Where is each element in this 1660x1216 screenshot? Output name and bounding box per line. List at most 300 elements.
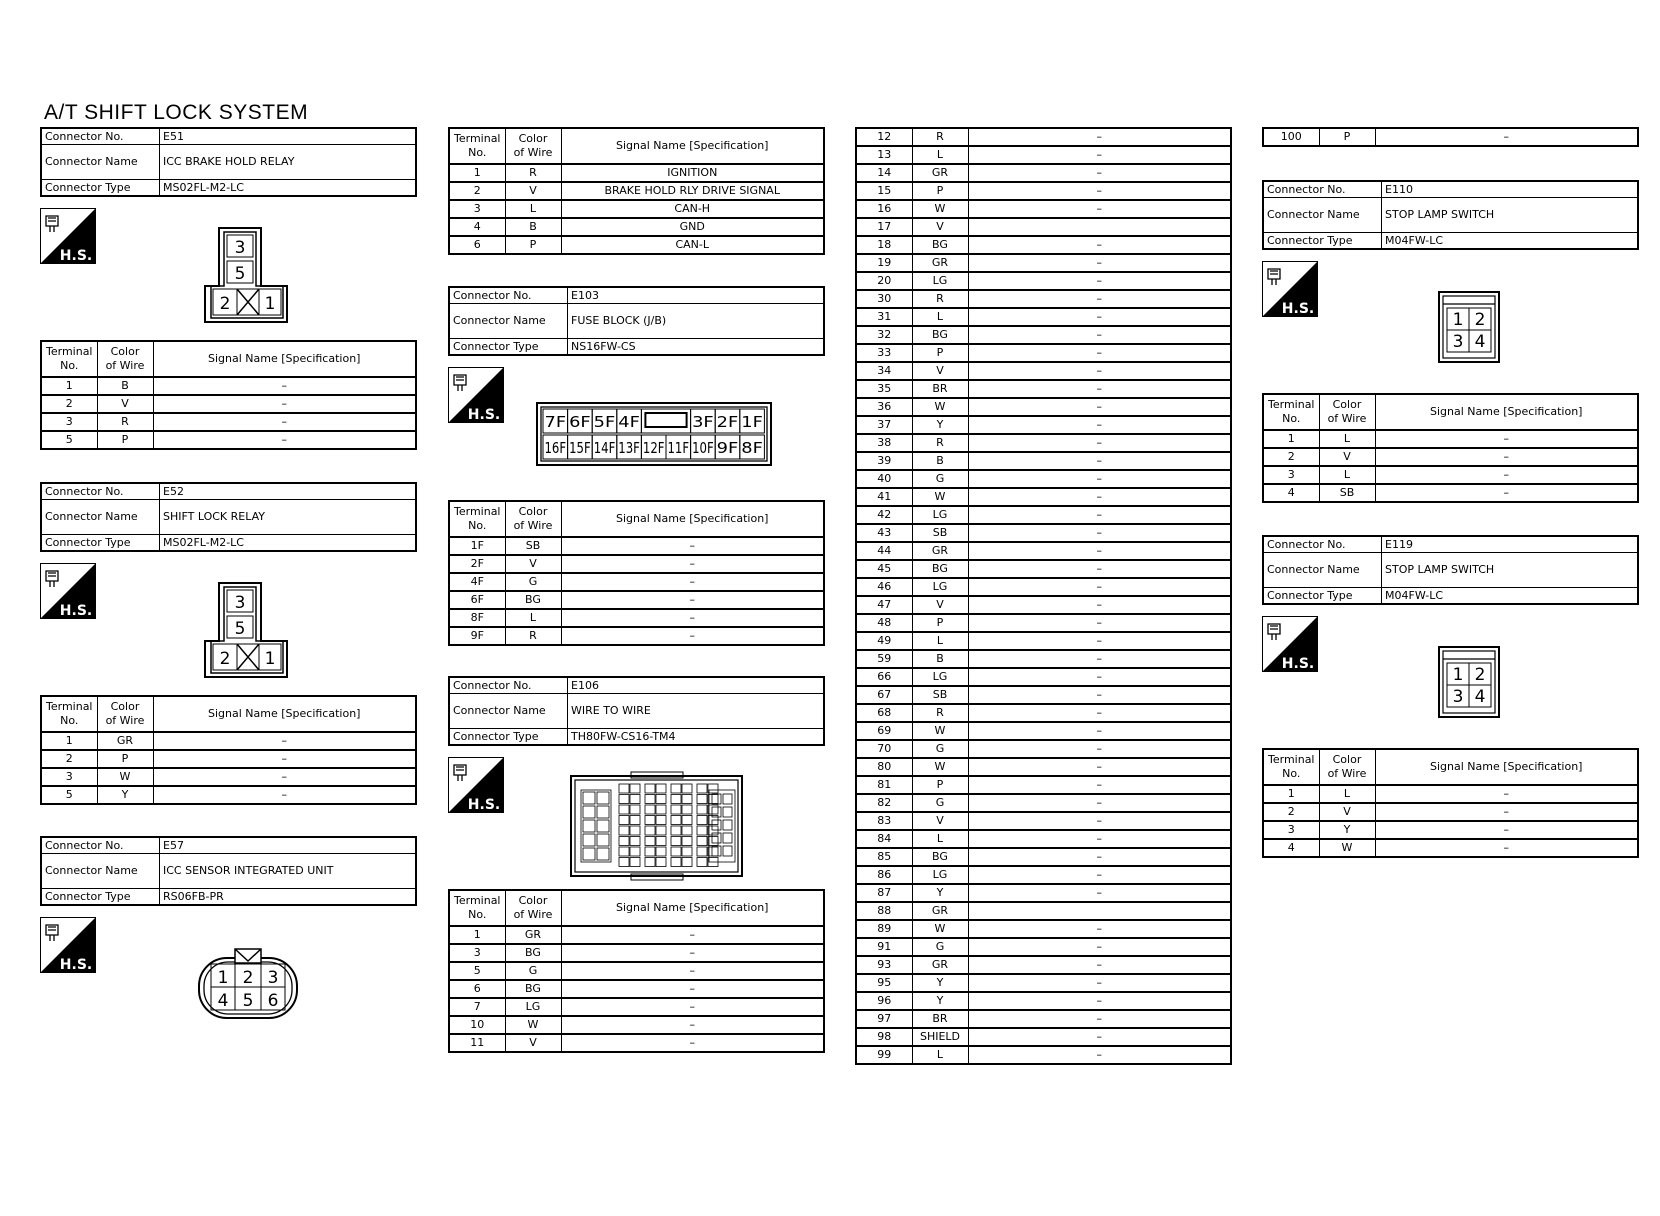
connector-type-value: M04FW-LC: [1382, 233, 1639, 250]
terminal-rows: [856, 128, 1231, 1064]
terminal-number: 36: [856, 398, 912, 416]
wire-color: L: [912, 830, 968, 848]
terminal-number: 68: [856, 704, 912, 722]
signal-name: –: [153, 750, 416, 768]
label-connector-no: Connector No.: [449, 677, 568, 694]
signal-name: CAN-L: [561, 236, 824, 254]
wire-color: G: [505, 962, 561, 980]
terminal-number: 31: [856, 308, 912, 326]
wire-color: Y: [912, 416, 968, 434]
signal-name: –: [561, 962, 824, 980]
terminal-number: 19: [856, 254, 912, 272]
signal-name: –: [968, 758, 1231, 776]
terminal-number: 2: [449, 182, 505, 200]
table-row: [856, 272, 1231, 290]
wire-color: L: [1319, 785, 1375, 803]
connector-diagram-e52: [203, 581, 293, 679]
signal-name: –: [968, 182, 1231, 200]
hs-label: H.S.: [59, 603, 93, 619]
wire-color: L: [912, 1046, 968, 1064]
terminal-number: 70: [856, 740, 912, 758]
connector-diagram-e51: [203, 226, 293, 324]
hs-label: H.S.: [1281, 301, 1315, 317]
terminal-number: 96: [856, 992, 912, 1010]
terminal-number: 3: [449, 944, 505, 962]
terminal-number: 5: [41, 786, 97, 804]
terminal-number: 1F: [449, 537, 505, 555]
table-row: [449, 926, 824, 944]
signal-header: Signal Name [Specification]: [1375, 749, 1638, 785]
signal-name: –: [968, 974, 1231, 992]
signal-name: –: [968, 848, 1231, 866]
wire-color: W: [912, 722, 968, 740]
signal-name: –: [968, 992, 1231, 1010]
table-row: [856, 380, 1231, 398]
pin-label: 5F: [593, 413, 616, 431]
terminal-number: 85: [856, 848, 912, 866]
connector-diagram-e103: [536, 402, 772, 466]
connector-no-value: E51: [160, 128, 417, 145]
signal-name: –: [561, 627, 824, 645]
pin-label: 3: [1452, 687, 1464, 707]
terminal-header: Terminal No.: [1263, 394, 1319, 430]
signal-name: –: [561, 609, 824, 627]
table-row: [856, 128, 1231, 146]
terminal-number: 8F: [449, 609, 505, 627]
terminal-number: 1: [1263, 430, 1319, 448]
wire-color: SB: [505, 537, 561, 555]
signal-name: –: [968, 614, 1231, 632]
wire-color: L: [505, 609, 561, 627]
terminal-number: 59: [856, 650, 912, 668]
wire-color: GR: [912, 902, 968, 920]
signal-name: –: [968, 236, 1231, 254]
table-row: [41, 431, 416, 449]
terminal-number: 32: [856, 326, 912, 344]
wire-color: V: [97, 395, 153, 413]
table-row: [856, 956, 1231, 974]
signal-name: –: [153, 786, 416, 804]
label-connector-no: Connector No.: [41, 837, 160, 854]
signal-name: –: [1375, 128, 1638, 146]
terminal-number: 15: [856, 182, 912, 200]
terminal-number: 66: [856, 668, 912, 686]
signal-name: –: [561, 591, 824, 609]
wire-color: P: [97, 431, 153, 449]
signal-name: –: [968, 740, 1231, 758]
pin-label: 3F: [692, 413, 714, 431]
signal-name: –: [561, 998, 824, 1016]
terminal-number: 100: [1263, 128, 1319, 146]
label-connector-type: Connector Type: [41, 889, 160, 906]
wire-color: SHIELD: [912, 1028, 968, 1046]
terminal-number: 2: [41, 395, 97, 413]
table-row: [1263, 430, 1638, 448]
table-row: [856, 794, 1231, 812]
wire-color: R: [505, 627, 561, 645]
signal-name: –: [968, 686, 1231, 704]
wire-color: W: [912, 488, 968, 506]
table-row: [856, 506, 1231, 524]
wire-color: V: [912, 812, 968, 830]
signal-name: –: [968, 830, 1231, 848]
pin-label: 5: [234, 619, 246, 639]
wire-color: V: [1319, 803, 1375, 821]
table-row: [856, 848, 1231, 866]
terminal-number: 5: [449, 962, 505, 980]
table-row: [856, 200, 1231, 218]
terminal-number: 84: [856, 830, 912, 848]
signal-name: –: [561, 926, 824, 944]
color-header: Color of Wire: [505, 890, 561, 926]
connector-name-value: ICC BRAKE HOLD RELAY: [160, 145, 417, 180]
terminal-number: 6F: [449, 591, 505, 609]
terminal-table-e57: [448, 127, 825, 255]
terminal-table-e106-continued: [855, 127, 1232, 1065]
signal-name: –: [968, 200, 1231, 218]
connector-name-value: WIRE TO WIRE: [568, 694, 825, 729]
hs-label: H.S.: [467, 407, 501, 423]
wire-color: LG: [505, 998, 561, 1016]
wire-color: W: [912, 758, 968, 776]
signal-name: –: [968, 1028, 1231, 1046]
connector-diagram-e119: [1437, 645, 1501, 719]
terminal-header: Terminal No.: [41, 341, 97, 377]
wire-color: SB: [912, 686, 968, 704]
terminal-number: 20: [856, 272, 912, 290]
signal-name: –: [1375, 839, 1638, 857]
pin-label: 11F: [667, 439, 690, 457]
connector-no-value: E106: [568, 677, 825, 694]
table-row: [41, 732, 416, 750]
table-row: [856, 830, 1231, 848]
signal-name: –: [968, 524, 1231, 542]
wire-color: G: [912, 794, 968, 812]
pin-label: 8F: [741, 439, 763, 457]
terminal-number: 4F: [449, 573, 505, 591]
wire-color: W: [912, 920, 968, 938]
terminal-number: 3: [1263, 466, 1319, 484]
terminal-number: 11: [449, 1034, 505, 1052]
table-row: [856, 434, 1231, 452]
terminal-number: 82: [856, 794, 912, 812]
table-row: [449, 962, 824, 980]
pin-label: 1F: [741, 413, 763, 431]
wire-color: R: [912, 290, 968, 308]
terminal-number: 88: [856, 902, 912, 920]
pin-label: 14F: [593, 439, 616, 457]
table-row: [449, 980, 824, 998]
wire-color: GR: [912, 254, 968, 272]
hs-label: H.S.: [1281, 656, 1315, 672]
table-row: [856, 758, 1231, 776]
label-connector-type: Connector Type: [449, 339, 568, 356]
signal-name: –: [968, 254, 1231, 272]
table-row: [856, 722, 1231, 740]
terminal-number: 17: [856, 218, 912, 236]
terminal-header: Terminal No.: [1263, 749, 1319, 785]
table-row: [449, 537, 824, 555]
connector-no-value: E57: [160, 837, 417, 854]
pin-label: 5: [234, 264, 246, 284]
table-row: [449, 200, 824, 218]
wire-color: BG: [912, 236, 968, 254]
terminal-number: 4: [1263, 839, 1319, 857]
harness-side-icon: [40, 563, 96, 619]
table-row: [856, 632, 1231, 650]
terminal-rows: [41, 377, 416, 449]
wire-to-wire-pin-grid: [581, 784, 735, 867]
signal-name: –: [968, 632, 1231, 650]
wire-color: B: [912, 452, 968, 470]
signal-name: –: [968, 272, 1231, 290]
terminal-number: 38: [856, 434, 912, 452]
terminal-rows: [449, 926, 824, 1052]
signal-name: –: [968, 1010, 1231, 1028]
wire-color: GR: [912, 956, 968, 974]
wire-color: BG: [912, 326, 968, 344]
terminal-number: 2: [1263, 803, 1319, 821]
table-row: [449, 609, 824, 627]
terminal-number: 30: [856, 290, 912, 308]
wire-color: SB: [912, 524, 968, 542]
wire-color: V: [912, 362, 968, 380]
wire-color: V: [505, 555, 561, 573]
signal-name: –: [968, 938, 1231, 956]
signal-name: –: [968, 308, 1231, 326]
table-row: [449, 944, 824, 962]
pin-label: 7F: [544, 413, 567, 431]
signal-header: Signal Name [Specification]: [561, 128, 824, 164]
table-row: [856, 254, 1231, 272]
color-header: Color of Wire: [505, 128, 561, 164]
terminal-number: 67: [856, 686, 912, 704]
connector-no-value: E110: [1382, 181, 1639, 198]
wire-color: B: [97, 377, 153, 395]
wire-color: LG: [912, 272, 968, 290]
signal-name: –: [968, 398, 1231, 416]
wire-color: LG: [912, 866, 968, 884]
terminal-number: 13: [856, 146, 912, 164]
table-row: [856, 686, 1231, 704]
table-row: [1263, 821, 1638, 839]
terminal-table-e119: [1262, 748, 1639, 858]
table-row: [1263, 484, 1638, 502]
table-row: [41, 413, 416, 431]
terminal-number: 34: [856, 362, 912, 380]
table-row: [449, 998, 824, 1016]
signal-name: –: [968, 704, 1231, 722]
terminal-rows: [41, 732, 416, 804]
terminal-table-e52: [40, 695, 417, 805]
wire-color: G: [912, 470, 968, 488]
signal-name: –: [968, 380, 1231, 398]
table-row: [856, 308, 1231, 326]
table-row: [1263, 803, 1638, 821]
table-row: [856, 542, 1231, 560]
signal-name: –: [561, 537, 824, 555]
terminal-number: 98: [856, 1028, 912, 1046]
signal-name: –: [968, 362, 1231, 380]
terminal-number: 2: [41, 750, 97, 768]
terminal-number: 81: [856, 776, 912, 794]
terminal-table-e103: [448, 500, 825, 646]
table-row: [41, 377, 416, 395]
wire-color: Y: [912, 884, 968, 902]
table-row: [1263, 448, 1638, 466]
connector-info-e119: [1262, 535, 1639, 605]
terminal-number: 3: [1263, 821, 1319, 839]
wire-color: L: [1319, 430, 1375, 448]
wire-color: BR: [912, 1010, 968, 1028]
wire-color: P: [912, 182, 968, 200]
signal-name: –: [968, 578, 1231, 596]
connector-type-value: NS16FW-CS: [568, 339, 825, 356]
pin-label: 4: [1474, 687, 1486, 707]
connector-type-value: RS06FB-PR: [160, 889, 417, 906]
signal-name: –: [968, 128, 1231, 146]
pin-label: 3: [234, 238, 246, 258]
pin-label: 2: [219, 294, 231, 314]
wire-color: SB: [1319, 484, 1375, 502]
wire-color: V: [912, 596, 968, 614]
wire-color: R: [97, 413, 153, 431]
label-connector-name: Connector Name: [449, 304, 568, 339]
terminal-number: 97: [856, 1010, 912, 1028]
pin-label: 1: [217, 968, 229, 988]
terminal-table-e106-continued-2: [1262, 127, 1639, 147]
table-row: [856, 524, 1231, 542]
wire-color: P: [505, 236, 561, 254]
label-connector-type: Connector Type: [41, 180, 160, 197]
signal-name: –: [968, 776, 1231, 794]
table-row: [856, 146, 1231, 164]
wire-color: LG: [912, 668, 968, 686]
pin-label: 15F: [569, 439, 591, 457]
terminal-number: 87: [856, 884, 912, 902]
terminal-number: 14: [856, 164, 912, 182]
pin-label: 13F: [618, 439, 640, 457]
terminal-number: 80: [856, 758, 912, 776]
wire-color: R: [912, 434, 968, 452]
terminal-number: 3: [41, 768, 97, 786]
terminal-number: 40: [856, 470, 912, 488]
wire-color: P: [1319, 128, 1375, 146]
table-row: [856, 920, 1231, 938]
table-row: [1263, 839, 1638, 857]
wire-color: L: [912, 146, 968, 164]
signal-name: –: [968, 344, 1231, 362]
connector-type-value: MS02FL-M2-LC: [160, 180, 417, 197]
signal-name: –: [1375, 430, 1638, 448]
terminal-number: 4: [449, 218, 505, 236]
hs-label: H.S.: [59, 248, 93, 264]
wire-color: R: [505, 164, 561, 182]
table-row: [856, 236, 1231, 254]
table-row: [449, 218, 824, 236]
table-row: [449, 164, 824, 182]
connector-diagram-e110: [1437, 290, 1501, 364]
signal-header: Signal Name [Specification]: [1375, 394, 1638, 430]
signal-name: –: [968, 434, 1231, 452]
connector-info-e106: [448, 676, 825, 746]
connector-info-e103: [448, 286, 825, 356]
signal-name: –: [153, 732, 416, 750]
terminal-number: 86: [856, 866, 912, 884]
signal-name: –: [153, 431, 416, 449]
wire-color: G: [912, 740, 968, 758]
signal-name: –: [1375, 803, 1638, 821]
wire-color: BG: [505, 591, 561, 609]
signal-name: –: [968, 290, 1231, 308]
fuse-block-pins: [543, 409, 764, 459]
pin-label: 6: [267, 991, 279, 1011]
signal-header: Signal Name [Specification]: [561, 501, 824, 537]
wire-color: B: [912, 650, 968, 668]
label-connector-name: Connector Name: [41, 854, 160, 889]
terminal-table-e106: [448, 889, 825, 1053]
table-row: [449, 236, 824, 254]
wire-color: LG: [912, 506, 968, 524]
pin-label: 6F: [569, 413, 591, 431]
signal-name: –: [153, 377, 416, 395]
table-row: [856, 812, 1231, 830]
signal-name: –: [561, 573, 824, 591]
wire-color: P: [912, 776, 968, 794]
signal-name: –: [1375, 821, 1638, 839]
harness-side-icon: [1262, 261, 1318, 317]
wire-color: BG: [912, 560, 968, 578]
terminal-number: 43: [856, 524, 912, 542]
terminal-rows: [1263, 128, 1638, 146]
signal-name: –: [1375, 448, 1638, 466]
label-connector-type: Connector Type: [1263, 233, 1382, 250]
table-row: [449, 1034, 824, 1052]
table-row: [856, 884, 1231, 902]
pin-label: 3: [1452, 332, 1464, 352]
label-connector-name: Connector Name: [1263, 198, 1382, 233]
signal-name: –: [968, 668, 1231, 686]
table-row: [41, 786, 416, 804]
connector-name-value: FUSE BLOCK (J/B): [568, 304, 825, 339]
connector-type-value: MS02FL-M2-LC: [160, 535, 417, 552]
color-header: Color of Wire: [1319, 749, 1375, 785]
terminal-header: Terminal No.: [449, 501, 505, 537]
table-row: [449, 182, 824, 200]
terminal-number: 1: [449, 164, 505, 182]
pin-label: 1: [264, 294, 276, 314]
pin-label: 3: [267, 968, 279, 988]
connector-name-value: ICC SENSOR INTEGRATED UNIT: [160, 854, 417, 889]
terminal-number: 4: [1263, 484, 1319, 502]
table-row: [856, 1046, 1231, 1064]
table-row: [1263, 785, 1638, 803]
label-connector-type: Connector Type: [449, 729, 568, 746]
harness-side-icon: [40, 917, 96, 973]
terminal-number: 33: [856, 344, 912, 362]
color-header: Color of Wire: [1319, 394, 1375, 430]
terminal-header: Terminal No.: [449, 890, 505, 926]
signal-name: –: [968, 542, 1231, 560]
table-row: [1263, 466, 1638, 484]
terminal-number: 49: [856, 632, 912, 650]
label-connector-no: Connector No.: [1263, 181, 1382, 198]
table-row: [856, 1028, 1231, 1046]
signal-name: –: [968, 146, 1231, 164]
signal-name: [968, 218, 1231, 236]
signal-header: Signal Name [Specification]: [561, 890, 824, 926]
signal-name: –: [1375, 785, 1638, 803]
